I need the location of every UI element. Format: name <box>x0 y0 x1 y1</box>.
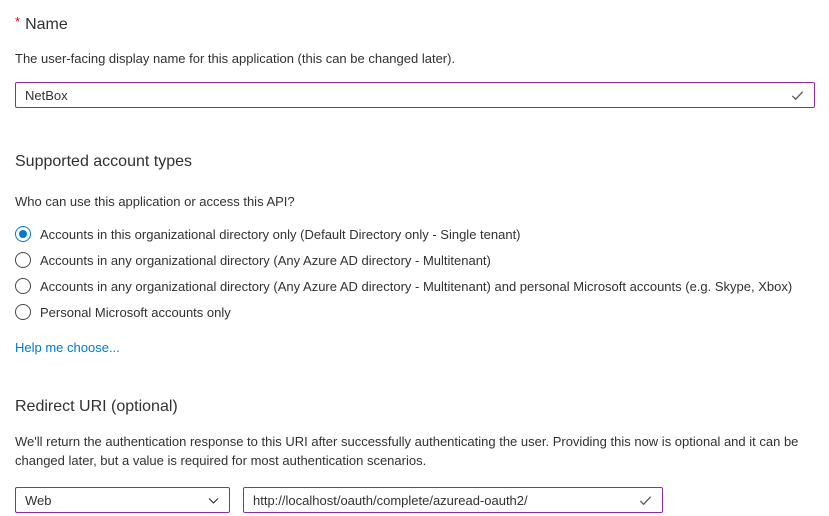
valid-check-icon <box>638 493 653 508</box>
name-section-title <box>15 10 815 37</box>
name-input-field[interactable] <box>15 82 815 108</box>
radio-option-single-tenant[interactable] <box>15 221 815 247</box>
radio-multitenant-personal[interactable] <box>15 278 31 294</box>
name-title-text: Name <box>25 16 68 33</box>
radio-multitenant[interactable] <box>15 252 31 268</box>
radio-personal-only[interactable] <box>15 304 31 320</box>
account-types-question: Who can use this application or access this API? <box>15 194 295 209</box>
redirect-uri-title: Redirect URI (optional) <box>15 398 178 415</box>
name-description: The user-facing display name for this application (this can be changed later). <box>15 51 456 66</box>
name-section <box>15 10 815 108</box>
radio-label: Accounts in any organizational directory (Any Azure AD directory - Multitenant) <box>40 252 491 268</box>
account-types-title: Supported account types <box>15 153 193 170</box>
redirect-uri-section <box>15 395 815 513</box>
radio-label: Personal Microsoft accounts only <box>40 304 231 320</box>
redirect-uri-row <box>15 487 815 513</box>
chevron-down-icon <box>207 494 220 507</box>
account-type-radio-group <box>15 221 815 325</box>
radio-label: Accounts in this organizational directory only (Default Directory only - Single tenant) <box>40 226 521 242</box>
redirect-uri-input[interactable] <box>253 493 630 508</box>
platform-select[interactable] <box>15 487 230 513</box>
valid-check-icon <box>790 88 805 103</box>
radio-single-tenant[interactable] <box>15 226 31 242</box>
help-me-choose-link[interactable]: Help me choose... <box>15 340 120 355</box>
redirect-uri-description: We'll return the authentication response to this URI after successfully authenticating the user. Providing this now is optional and it can be changed later, but a value is required for most authentication scenarios. <box>15 434 799 468</box>
redirect-uri-input-field[interactable] <box>243 487 663 513</box>
radio-option-multitenant-personal[interactable] <box>15 273 815 299</box>
account-types-section <box>15 150 815 355</box>
platform-select-value: Web <box>25 492 52 508</box>
required-asterisk: * <box>15 14 21 29</box>
radio-option-multitenant[interactable] <box>15 247 815 273</box>
radio-label: Accounts in any organizational directory (Any Azure AD directory - Multitenant) and personal Microsoft accounts (e.g. Skype, Xbox) <box>40 278 793 294</box>
name-input[interactable] <box>25 88 782 103</box>
radio-option-personal-only[interactable] <box>15 299 815 325</box>
